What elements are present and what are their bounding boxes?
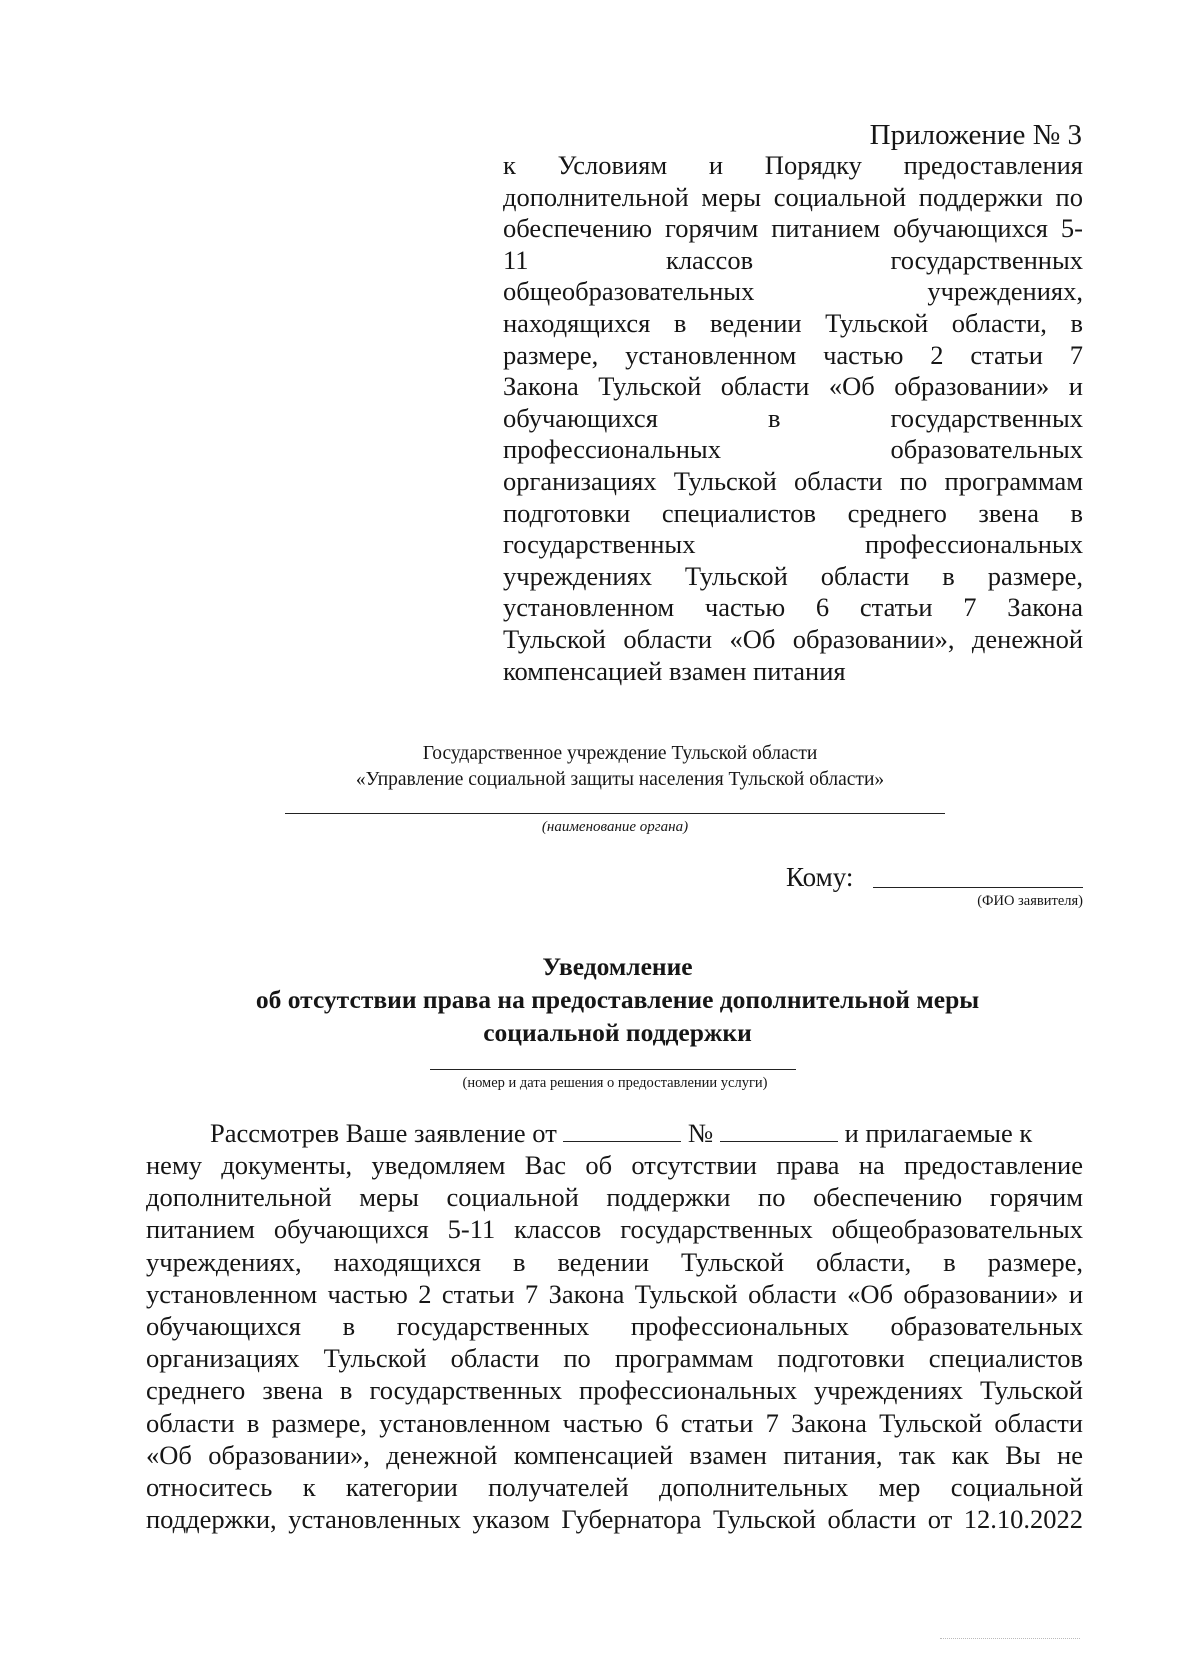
application-date-field[interactable] xyxy=(563,1117,681,1142)
appendix-line: находящихся в ведении Тульской области, в xyxy=(503,307,1083,338)
body-line: учреждениях, находящихся в ведении Тульской области, в размере, xyxy=(146,1246,1083,1277)
title-line-1: Уведомление xyxy=(542,952,693,981)
appendix-line: компенсацией взамен питания xyxy=(503,655,846,686)
body-line: поддержки, установленных указом Губернатора Тульской области от 12.10.2022 xyxy=(146,1504,1083,1535)
appendix-text xyxy=(503,150,1083,687)
body-first-part-1: Рассмотрев Ваше заявление от xyxy=(210,1118,557,1148)
application-number-field[interactable] xyxy=(720,1117,838,1142)
decision-field[interactable] xyxy=(430,1069,796,1070)
authority-caption: (наименование органа) xyxy=(541,819,689,835)
addressee-label: Кому: xyxy=(786,862,854,892)
appendix-line: 11 классов государственных xyxy=(503,244,1083,275)
body-first-part-2: и прилагаемые к xyxy=(844,1118,1033,1148)
authority-line-2: «Управление социальной защиты населения Тульской области» xyxy=(355,769,885,790)
page-footer-rule xyxy=(940,1638,1080,1639)
appendix-line: дополнительной меры социальной поддержки по xyxy=(503,181,1083,212)
appendix-line: Закона Тульской области «Об образовании» и xyxy=(503,371,1083,402)
appendix-line: Тульской области «Об образовании», денежной xyxy=(503,623,1083,654)
decision-caption: (номер и дата решения о предоставлении услуги) xyxy=(462,1075,768,1091)
body-line: относитесь к категории получателей дополнительных мер социальной xyxy=(146,1472,1083,1503)
number-sign: № xyxy=(688,1118,714,1148)
addressee-caption: (ФИО заявителя) xyxy=(977,893,1083,909)
appendix-line: государственных профессиональных xyxy=(503,529,1083,560)
authority-name xyxy=(220,741,1020,793)
appendix-line: к Условиям и Порядку предоставления xyxy=(503,150,1083,180)
body-line: питанием обучающихся 5-11 классов государственных общеобразовательных xyxy=(146,1214,1083,1245)
appendix-line: обучающихся в государственных xyxy=(503,402,1083,433)
body-text xyxy=(146,1149,1083,1535)
appendix-number: Приложение № 3 xyxy=(869,119,1082,151)
body-line: нему документы, уведомляем Вас об отсутствии права на предоставление xyxy=(146,1150,1083,1180)
addressee-field[interactable] xyxy=(873,887,1083,888)
appendix-line: учреждениях Тульской области в размере, xyxy=(503,560,1083,591)
appendix-line: обеспечению горячим питанием обучающихся 5- xyxy=(503,213,1083,244)
body-line: области в размере, установленном частью 6 статьи 7 Закона Тульской области xyxy=(146,1407,1083,1438)
body-line: дополнительной меры социальной поддержки по обеспечению горячим xyxy=(146,1182,1083,1213)
appendix-line: организациях Тульской области по программам xyxy=(503,465,1083,496)
body-line: «Об образовании», денежной компенсацией взамен питания, так как Вы не xyxy=(146,1439,1083,1470)
appendix-line: профессиональных образовательных xyxy=(503,434,1083,465)
body-line: среднего звена в государственных профессиональных учреждениях Тульской xyxy=(146,1375,1083,1406)
appendix-line: установленном частью 6 статьи 7 Закона xyxy=(503,592,1083,623)
body-line: организациях Тульской области по программам подготовки специалистов xyxy=(146,1343,1083,1374)
authority-line-1: Государственное учреждение Тульской области xyxy=(422,743,818,764)
appendix-line: размере, установленном частью 2 статьи 7 xyxy=(503,339,1083,370)
appendix-line: подготовки специалистов среднего звена в xyxy=(503,497,1083,528)
title-line-2: об отсутствии права на предоставление дополнительной меры xyxy=(255,985,980,1014)
authority-underline xyxy=(285,813,945,814)
appendix-line: общеобразовательных учреждениях, xyxy=(503,276,1083,307)
body-line: установленном частью 2 статьи 7 Закона Тульской области «Об образовании» и xyxy=(146,1278,1083,1309)
document-title xyxy=(150,950,1085,1049)
title-line-3: социальной поддержки xyxy=(483,1018,752,1047)
body-first-line xyxy=(210,1117,1082,1149)
body-line: обучающихся в государственных профессиональных образовательных xyxy=(146,1311,1083,1342)
